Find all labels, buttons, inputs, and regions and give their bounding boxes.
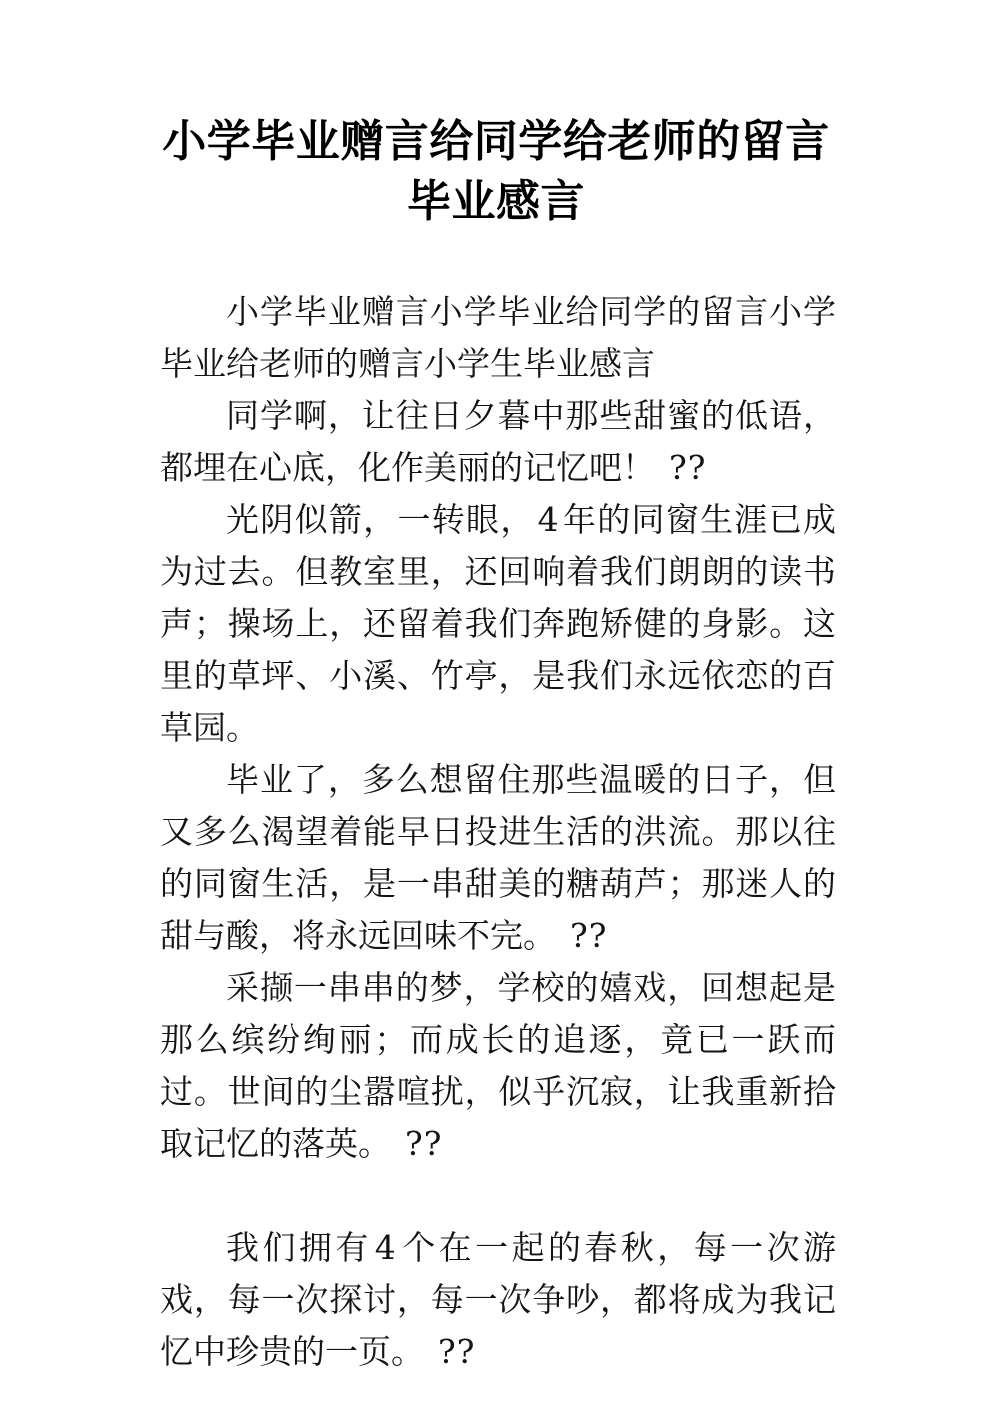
paragraph-5-marks: ?? (405, 1124, 443, 1163)
paragraph-2-marks: ?? (669, 448, 707, 487)
paragraph-1-text: 小学毕业赠言小学毕业给同学的留言小学毕业给老师的赠言小学生毕业感言 (160, 292, 836, 383)
paragraph-4-text: 毕业了，多么想留住那些温暖的日子，但又多么渴望着能早日投进生活的洪流。那以往的同窗生活，是一串甜美的糖葫芦；那迷人的甜与酸，将永远回味不完。 (160, 760, 836, 955)
paragraph-6-marks: ?? (438, 1332, 476, 1371)
paragraph-4-marks: ?? (570, 916, 608, 955)
paragraph-3-text-before: 光阴似箭，一转眼， (226, 500, 535, 539)
paragraph-6 (160, 1222, 836, 1378)
document-body (160, 286, 836, 1378)
paragraph-6-number: 4 (374, 1228, 396, 1267)
paragraph-5 (160, 962, 836, 1170)
paragraph-1 (160, 286, 836, 390)
paragraph-2 (160, 390, 836, 494)
paragraph-3-number: 4 (537, 500, 559, 539)
paragraph-4 (160, 754, 836, 962)
paragraph-6-text-before: 我们拥有 (226, 1228, 372, 1267)
paragraph-2-text: 同学啊，让往日夕暮中那些甜蜜的低语，都埋在心底，化作美丽的记忆吧！ (160, 396, 836, 487)
paragraph-3 (160, 494, 836, 754)
paragraph-5-text: 采撷一串串的梦，学校的嬉戏，回想起是那么缤纷绚丽；而成长的追逐，竟已一跃而过。世间的尘嚣喧扰，似乎沉寂，让我重新拾取记忆的落英。 (160, 968, 836, 1163)
page-title: 小学毕业赠言给同学给老师的留言毕业感言 (162, 116, 830, 227)
paragraph-3-text-after: 年的同窗生涯已成为过去。但教室里，还回响着我们朗朗的读书声；操场上，还留着我们奔跑矫健的身影。这里的草坪、小溪、竹亭，是我们永远依恋的百草园。 (160, 500, 837, 747)
paragraph-6-text-after: 个在一起的春秋，每一次游戏，每一次探讨，每一次争吵，都将成为我记忆中珍贵的一页。 (160, 1228, 836, 1371)
